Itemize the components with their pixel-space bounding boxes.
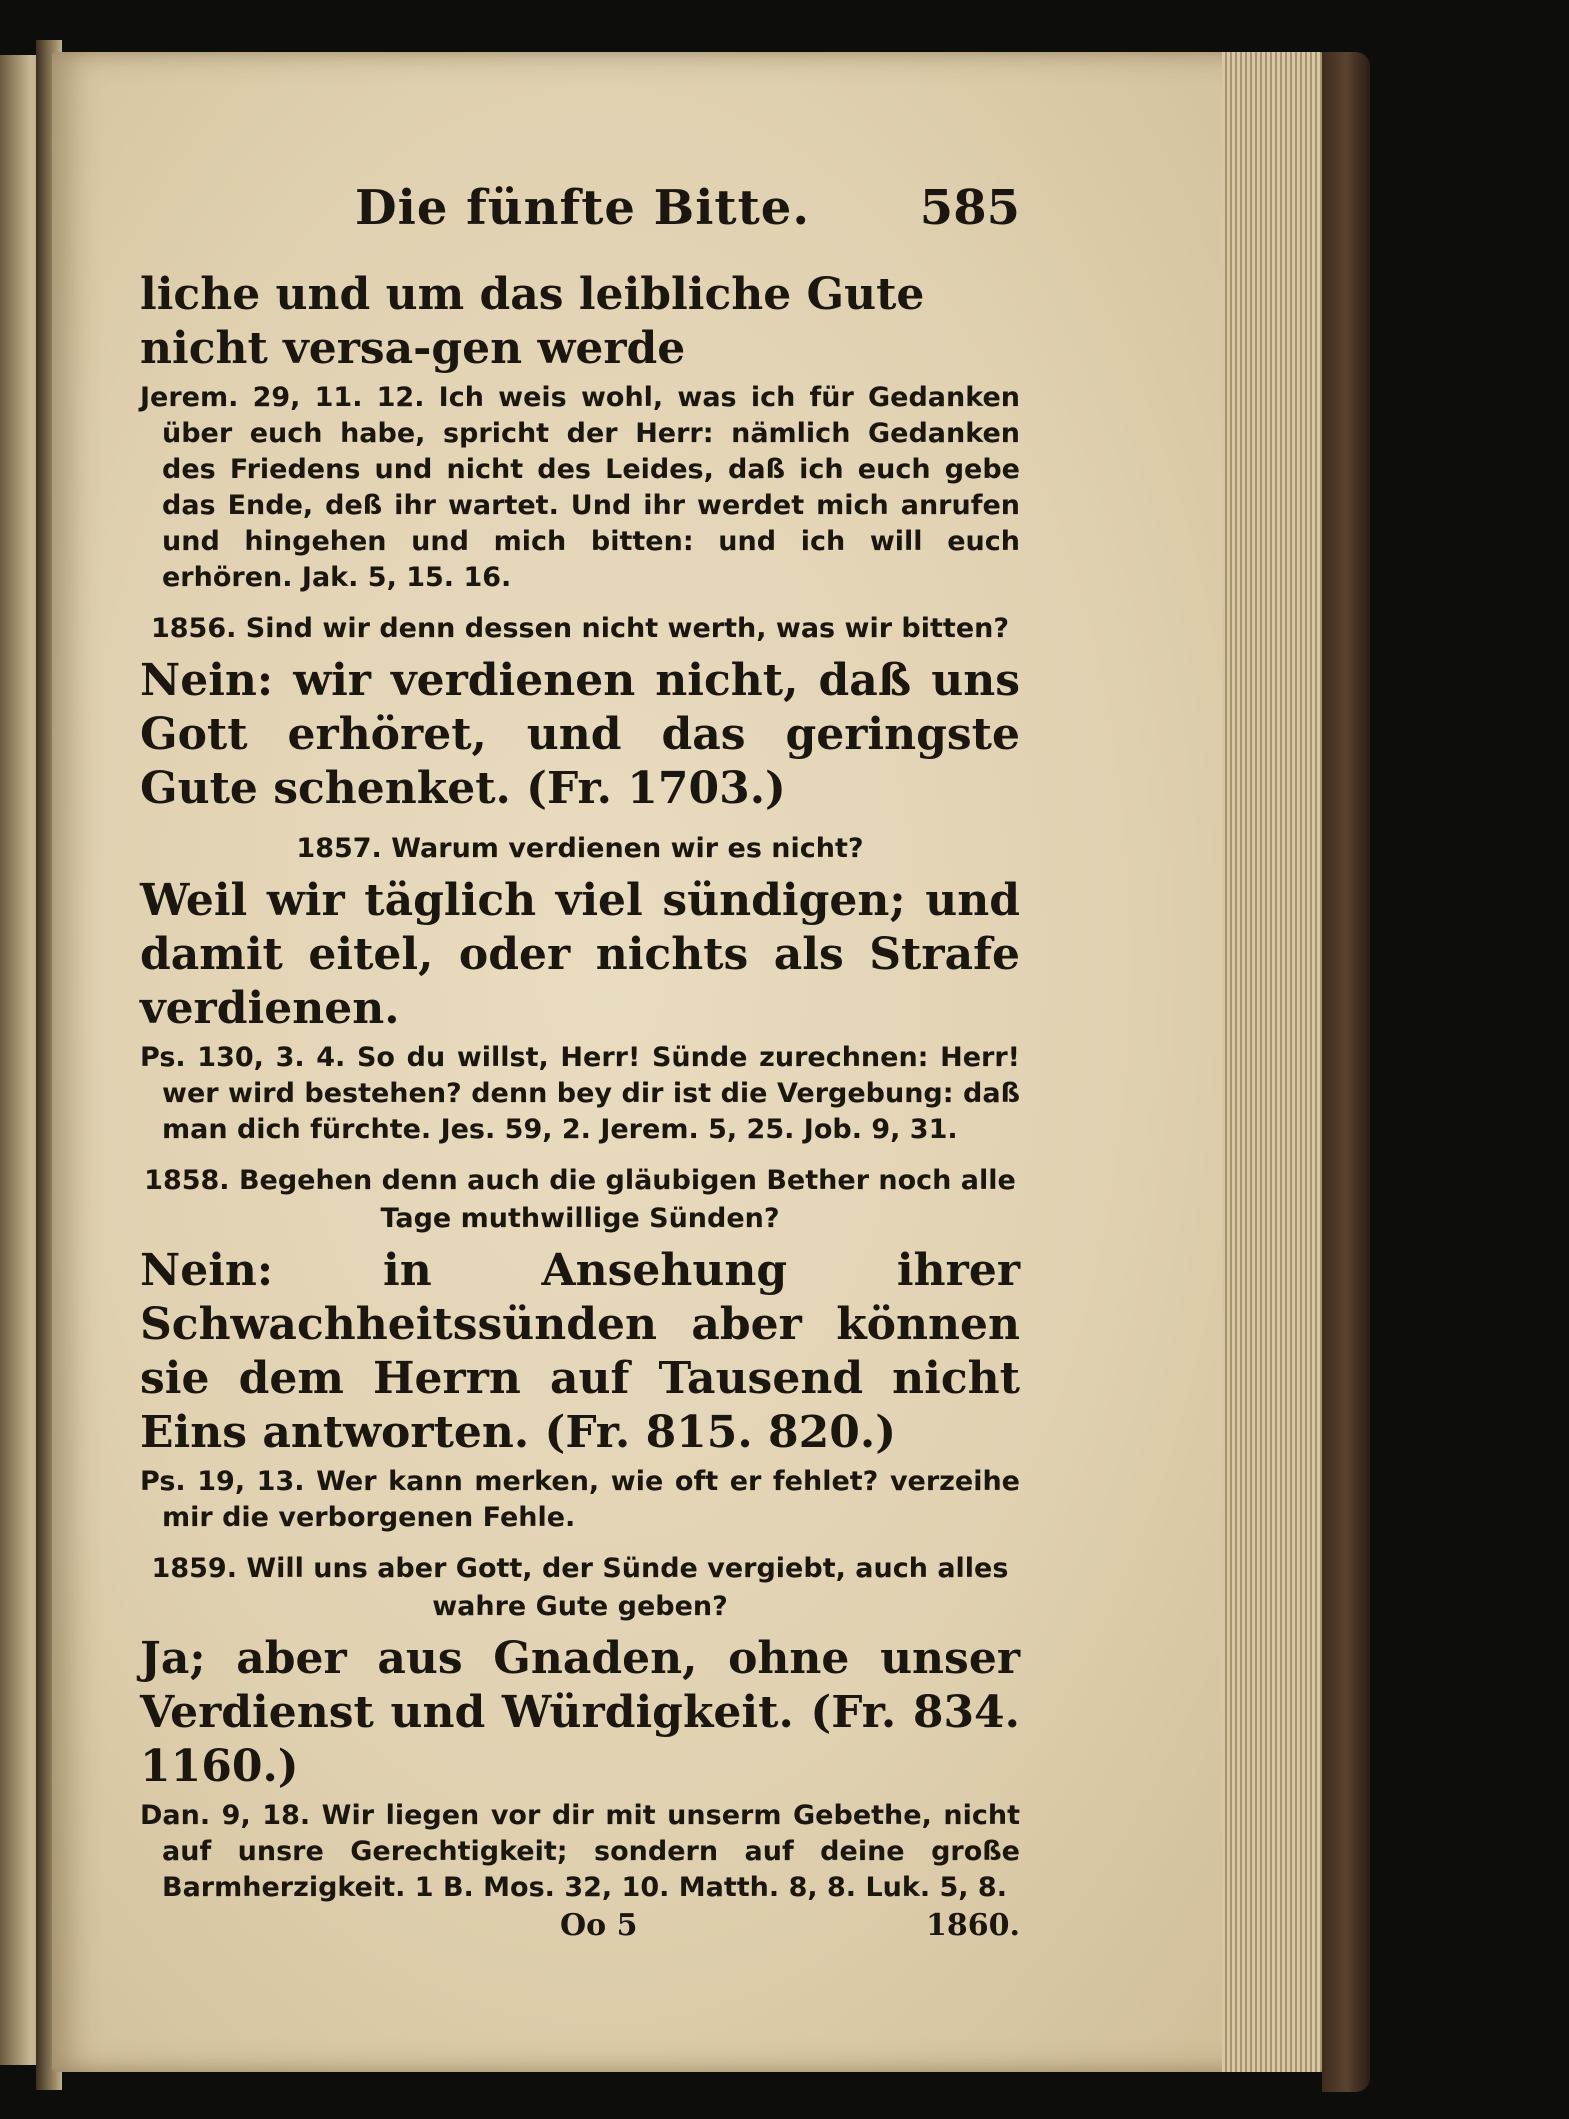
answer: Ja; aber aus Gnaden, ohne unser Verdienst und Würdigkeit. (Fr. 834. 1160.): [140, 1633, 1020, 1792]
book-cover-edge: [1322, 52, 1370, 2092]
answer: Weil wir täglich viel sündigen; und damit eitel, oder nichts als Strafe verdienen.: [140, 875, 1020, 1034]
question: 1858. Begehen denn auch die gläubigen Bether noch alle Tage muthwillige Sünden?: [144, 1165, 1016, 1234]
page-footer: [140, 1908, 1020, 1948]
bible-passage: Dan. 9, 18. Wir liegen vor dir mit unserm Gebethe, nicht auf unsre Gerechtigkeit; sondern auf deine große Barmherzigkeit. 1 B. Mos. 32, 10. Matth. 8, 8. Luk. 5, 8.: [140, 1800, 1020, 1903]
question: 1857. Warum verdienen wir es nicht?: [296, 833, 864, 864]
answer: Nein: in Ansehung ihrer Schwachheitssünden aber können sie dem Herrn auf Tausend nicht Eins antworten. (Fr. 815. 820.): [140, 1245, 1020, 1458]
answer: Nein: wir verdienen nicht, daß uns Gott erhöret, und das geringste Gute schenket. (Fr. 1703.): [140, 655, 1020, 814]
qa-1859: [140, 1550, 1020, 1906]
continued-answer: liche und um das leibliche Gute nicht versa-gen werde: [140, 269, 925, 374]
running-title: Die fünfte Bitte.: [355, 180, 811, 236]
question: 1859. Will uns aber Gott, der Sünde vergiebt, auch alles wahre Gute geben?: [151, 1553, 1009, 1622]
bible-passage: Jerem. 29, 11. 12. Ich weis wohl, was ich für Gedanken über euch habe, spricht der Herr: nämlich Gedanken des Friedens und nicht des Leides, daß ich euch gebe das Ende, deß ihr wartet. Und ihr werdet mich anrufen und hingehen und mich bitten: und ich will euch erhören. Jak. 5, 15. 16.: [140, 382, 1020, 593]
page-edges: [1222, 52, 1330, 2072]
signature-mark: Oo 5: [560, 1908, 638, 1943]
page-text: [140, 180, 1020, 1948]
bible-passage: Ps. 19, 13. Wer kann merken, wie oft er fehlet? verzeihe mir die verborgenen Fehle.: [140, 1466, 1020, 1533]
running-header: [140, 180, 1020, 258]
qa-1858: [140, 1162, 1020, 1536]
bible-passage: Ps. 130, 3. 4. So du willst, Herr! Sünde zurechnen: Herr! wer wird bestehen? denn bey dir ist die Vergebung: daß man dich fürchte. Jes. 59, 2. Jerem. 5, 25. Job. 9, 31.: [140, 1042, 1020, 1145]
page-number: 585: [919, 180, 1020, 236]
qa-1857: [140, 830, 1020, 1148]
catchword: 1860.: [926, 1908, 1020, 1943]
question: 1856. Sind wir denn dessen nicht werth, was wir bitten?: [150, 613, 1010, 644]
qa-1856: [140, 610, 1020, 816]
